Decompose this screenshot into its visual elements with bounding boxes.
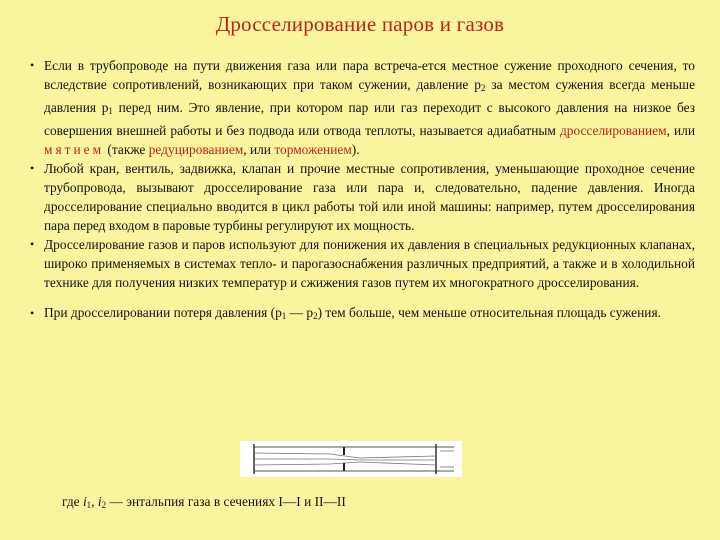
bullet-item xyxy=(30,159,695,235)
bullet-text: Если в трубопроводе на пути движения газа или пара встреча-ется местное сужение проходного сечения, то вследствие сопротивлений, возникающих при таком сужении, давление $p_2$ за местом сужения всегда меньше давления $p_1$ перед ним. Это явление, при котором пар или газ переходит с высокого давления на низкое без совершения внешней работы и без подвода или отвода теплоты, называется адиабатным дросселированием, или мятием (также редуцированием, или торможением). xyxy=(44,58,696,157)
bullet-dot-icon: • xyxy=(30,306,35,320)
term-tormozhenie: торможением xyxy=(274,142,352,157)
bullet-text: Дросселирование газов и паров используют для понижения их давления в специальных редукционных клапанах, широко применяемых в системах тепло- и парогазоснабжения различных предприятий, а также и в холодильной технике для получения низких температур и сжижения газов путем их многократного дросселирования. xyxy=(44,237,695,290)
bullet-item xyxy=(30,235,695,292)
figure-caption: где $i_1$, $i_2$ — энтальпия газа в сечениях I—I и II—II xyxy=(62,494,346,510)
bullet-list xyxy=(30,56,695,327)
bullet-dot-icon: • xyxy=(30,58,35,72)
bullet-dot-icon: • xyxy=(30,161,35,175)
bullet-item xyxy=(30,302,695,327)
bullet-text: При дросселировании потеря давления ($p_1$ — $p_2$) тем больше, чем меньше относительная площадь сужения. xyxy=(44,305,661,321)
pipe-constriction-icon xyxy=(240,441,462,477)
bullet-item xyxy=(30,56,695,159)
term-redutsirovanie: редуцированием xyxy=(148,142,244,157)
slide-title: Дросселирование паров и газов xyxy=(215,12,505,36)
bullet-dot-icon: • xyxy=(30,237,35,251)
throttle-diagram-image xyxy=(240,441,462,477)
bullet-text: Любой кран, вентиль, задвижка, клапан и прочие местные сопротивления, уменьшающие проходное сечение трубопровода, вызывают дросселирование газа или пара и, следовательно, падение давления. Иногда дросселирование специально вводится в цикл работы той или иной машины: например, путем дросселирования пара перед входом в паровые турбины регулируют их мощность. xyxy=(44,161,695,233)
term-drosselirovanie: дросселированием xyxy=(559,123,667,138)
term-myatie: мятием xyxy=(44,142,105,157)
